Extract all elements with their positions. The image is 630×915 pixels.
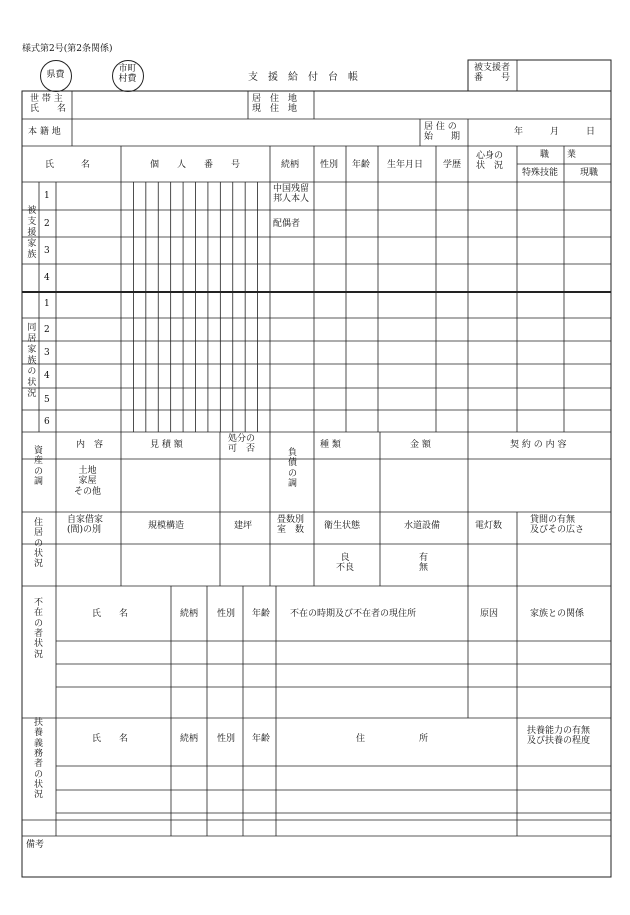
cohab-row-no: 3 xyxy=(44,348,50,358)
support-family-label: 被支援家族 xyxy=(25,205,36,260)
debt-kind: 種 類 xyxy=(320,440,341,450)
col-mynumber: 個 人 番 号 xyxy=(150,160,241,170)
housing-water: 水道設備 xyxy=(404,521,441,531)
domicile-label: 本 籍 地 xyxy=(28,127,61,137)
assets-dispose: 処分の 可 否 xyxy=(228,434,256,455)
residence-start-label: 居 住 の 始 期 xyxy=(424,122,461,143)
remarks-label: 備考 xyxy=(26,840,45,850)
absent-relation: 続柄 xyxy=(180,609,199,619)
residence-label: 居 住 地 現 住 地 xyxy=(252,94,298,115)
form-number: 様式第2号(第2条関係) xyxy=(22,44,113,54)
support-row-no: 2 xyxy=(44,219,50,229)
housing-water-options: 有 無 xyxy=(419,553,429,574)
debt-contract: 契 約 の 内 容 xyxy=(510,440,567,450)
housing-section: 住 居 の 状 況 xyxy=(34,518,44,570)
prefecture-stamp-label: 県費 xyxy=(46,70,65,80)
duty-ability: 扶養能力の有無 及び扶養の程度 xyxy=(527,726,591,747)
recipient-number-label: 被支援者 番 号 xyxy=(474,63,511,84)
housing-hygiene-options: 良 不良 xyxy=(336,553,355,574)
housing-rooms: 畳数別 室 数 xyxy=(277,515,305,536)
absent-name: 氏 名 xyxy=(92,609,129,619)
support-row-relation: 中国残留 邦人本人 xyxy=(273,184,310,205)
duty-name: 氏 名 xyxy=(92,734,129,744)
support-row-relation: 配偶者 xyxy=(273,219,301,229)
assets-estimate: 見 積 額 xyxy=(150,440,183,450)
assets-section: 資 産 の 調 xyxy=(34,446,44,488)
support-row-no: 4 xyxy=(44,273,50,283)
assets-items: 土地 家屋 その他 xyxy=(74,466,102,497)
support-row-no: 3 xyxy=(44,246,50,256)
housing-area: 建坪 xyxy=(234,521,253,531)
duty-section: 扶 養 義 務 者 の 状 況 xyxy=(34,718,44,801)
absent-section: 不 在 の 者 状 況 xyxy=(34,598,44,660)
cohabiting-family-label: 同居家族の状況 xyxy=(25,322,36,399)
housing-lights: 電灯数 xyxy=(475,521,503,531)
col-dob: 生年月日 xyxy=(387,160,424,170)
cohab-row-no: 4 xyxy=(44,371,50,381)
duty-relation: 続柄 xyxy=(180,734,199,744)
duty-age: 年齢 xyxy=(252,734,271,744)
duty-address: 住 所 xyxy=(356,734,429,744)
housing-rent: 貸間の有無 及びその広さ xyxy=(530,515,585,536)
cohab-row-no: 5 xyxy=(44,395,50,405)
absent-family: 家族との関係 xyxy=(530,609,585,619)
col-health: 心身の 状 況 xyxy=(476,151,504,172)
city-stamp-label: 市町 村費 xyxy=(118,64,137,85)
col-age: 年齢 xyxy=(352,160,371,170)
absent-age: 年齢 xyxy=(252,609,271,619)
debt-section: 負 債 の 調 xyxy=(288,448,298,490)
col-current-job: 現職 xyxy=(580,168,599,178)
housing-own: 自家借家 (間)の別 xyxy=(67,515,104,536)
cohab-row-no: 6 xyxy=(44,417,50,427)
cohab-row-no: 1 xyxy=(44,299,50,309)
col-name: 氏 名 xyxy=(45,160,91,170)
absent-period: 不在の時期及び不在者の現住所 xyxy=(290,609,417,619)
col-occupation: 職 業 xyxy=(540,150,577,160)
col-education: 学歴 xyxy=(443,160,462,170)
residence-start-date[interactable]: 年 月 日 xyxy=(514,127,596,137)
cohab-row-no: 2 xyxy=(44,325,50,335)
householder-label: 世 帯 主 氏 名 xyxy=(30,94,67,115)
col-relation: 続柄 xyxy=(281,160,300,170)
col-sex: 性別 xyxy=(320,160,339,170)
housing-hygiene: 衛生状態 xyxy=(324,521,361,531)
col-special-skill: 特殊技能 xyxy=(522,168,559,178)
housing-structure: 規模構造 xyxy=(148,521,185,531)
page-title: 支 援 給 付 台 帳 xyxy=(248,72,358,83)
support-row-no: 1 xyxy=(44,191,50,201)
duty-sex: 性別 xyxy=(217,734,236,744)
absent-sex: 性別 xyxy=(217,609,236,619)
absent-reason: 原因 xyxy=(480,609,499,619)
assets-content: 内 容 xyxy=(76,440,104,450)
debt-amount: 金 額 xyxy=(410,440,431,450)
